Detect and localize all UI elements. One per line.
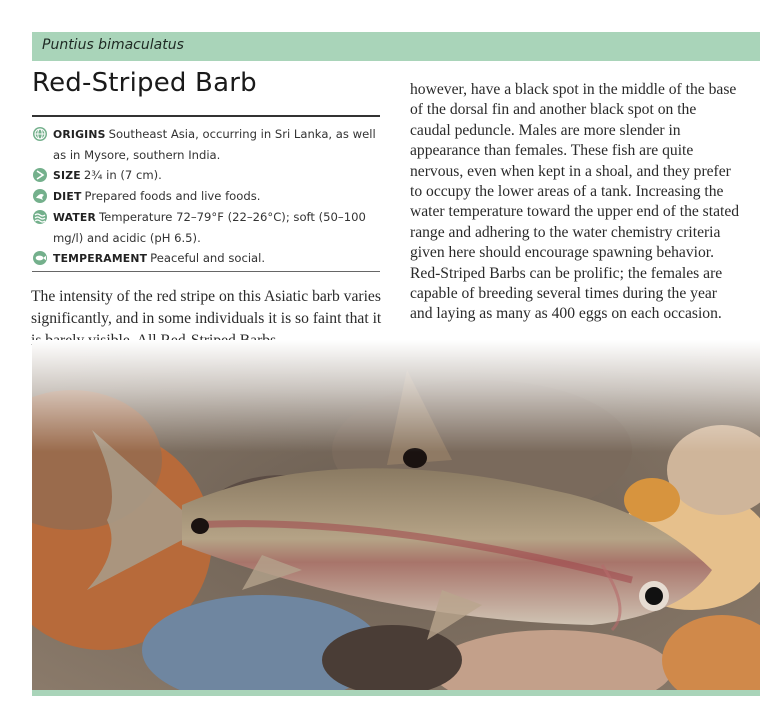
fact-water [33,207,383,248]
fish-icon [33,251,47,265]
body-paragraph: The intensity of the red stripe on this Asiatic barb varies significantly, and in some individuals it is so faint that it [31,288,382,327]
species-latin-name: Puntius bimaculatus [42,37,184,53]
body-column-2 [410,80,740,325]
ruler-icon [33,168,47,182]
fact-box [33,124,383,269]
fact-text: 2¾ in (7 cm). [83,168,162,182]
fact-label: SIZE [53,169,81,182]
fish-photo [32,340,760,690]
fact-temperament [33,248,383,269]
species-header-bar [32,32,760,61]
fact-text: Southeast Asia, occurring in Sri Lanka, as well as in Mysore, southern India. [53,127,376,162]
globe-icon [33,127,47,141]
food-icon [33,189,47,203]
fact-label: DIET [53,190,82,203]
fact-size [33,165,383,186]
fact-box-rule [32,271,380,272]
fact-text: Peaceful and social. [150,251,266,265]
fact-text: Prepared foods and live foods. [84,189,261,203]
fact-origins [33,124,383,165]
footer-bar [32,690,760,696]
fact-diet [33,186,383,207]
fact-text: Temperature 72–79°F (22–26°C); soft (50–100 mg/l) and acidic (pH 6.5). [53,210,366,245]
fact-label: WATER [53,211,96,224]
fact-label: ORIGINS [53,128,106,141]
water-icon [33,210,47,224]
body-paragraph: however, have a black spot in the middle of the base of the dorsal fin and another black spot on the caudal peduncle. Males are more slender in appearance than females. These fish are quite nervous, even when kept in a shoal, and they prefer to occupy the lower areas of a tank. Increasing the water temperature toward the upper end of the stated range and adhering to the water chemistry criteria given here should encourage spawning behavior. Red-Striped Barbs can be prolific; the females are capable of breeding several times during the year and laying as many as 400 eggs on each occasion. [410,81,740,323]
fact-label: TEMPERAMENT [53,252,148,265]
title-rule [32,115,380,117]
page-title: Red-Striped Barb [32,68,257,98]
